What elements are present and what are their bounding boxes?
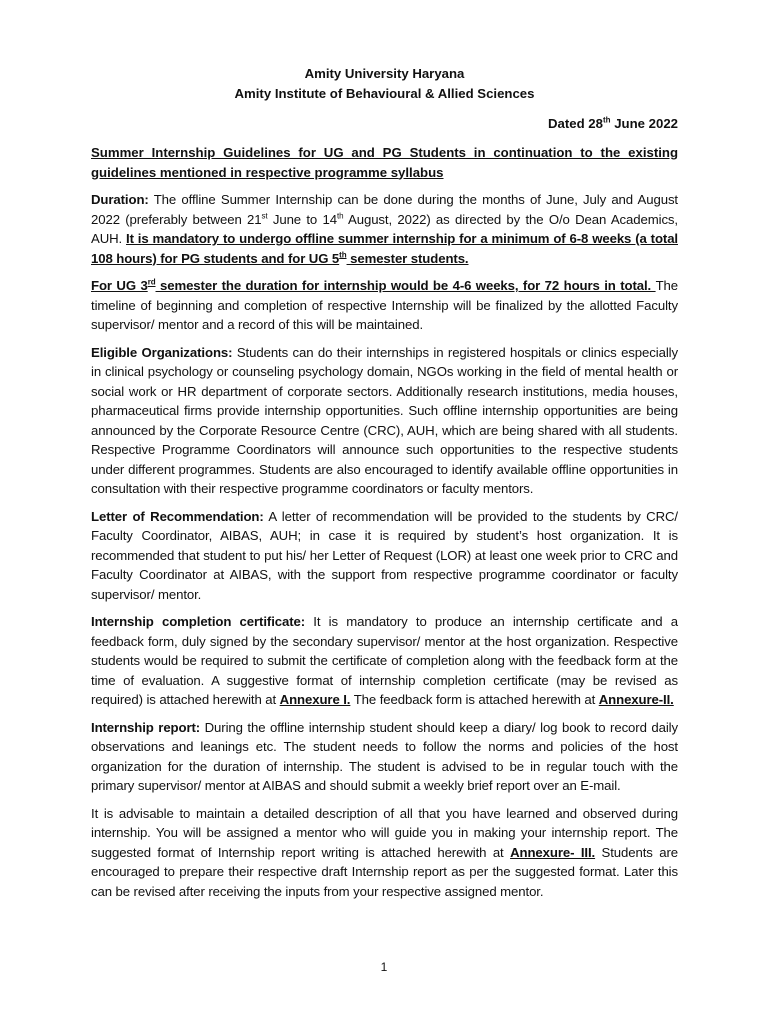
ug3-paragraph: For UG 3rd semester the duration for internship would be 4-6 weeks, for 72 hours in total. The timeline of beginning and completion of respective Internship will be finalized by the allotted Faculty supervisor/ mentor and a record of this will be maintained. <box>91 277 679 332</box>
annexure-2-link: Annexure-II. <box>598 692 674 707</box>
letter-label: Letter of Recommendation: <box>91 508 264 524</box>
eligible-organizations-paragraph: Eligible Organizations: Students can do their internships in registered hospitals or clinics especially in clinical psychology or counseling psychology domain, NGOs working in the field of mental health or social work or HR department of corporate sectors. Additionally research institutions, media houses, pharmaceutical firms provide internship opportunities. Such offline internship opportunities are being announced by the Corporate Resource Centre (CRC), AUH, which are being shared with all students. Respective Programme Coordinators will announce such opportunities to the respective students under different programmes. Students are also encouraged to identify available offline opportunities in consultation with their respective programme coordinators or faculty mentors. <box>91 344 678 496</box>
completion-certificate-paragraph: Internship completion certificate: It is mandatory to produce an internship certificate and a feedback form, duly signed by the secondary supervisor/ mentor at the host organization. Respective students would be required to submit the certificate of completion along with the feedback form at the time of evaluation. A suggestive format of internship completion certificate (may be revised as required) is attached herewith at Annexure I. The feedback form is attached herewith at Annexure-II. <box>91 614 679 707</box>
document-title: Summer Internship Guidelines for UG and PG Students in continuation to the existing guidelines mentioned in respective programme syllabus <box>91 145 678 180</box>
advisable-paragraph: It is advisable to maintain a detailed description of all that you have learned and observed during internship. You will be assigned a mentor who will guide you in making your internship report. The suggested format of Internship report writing is attached herewith at Annexure- III. Students are encouraged to prepare their respective draft Internship report as per the suggested format. Later this can be revised after receiving the inputs from your respective assigned mentor. <box>91 805 678 899</box>
certificate-label: Internship completion certificate: <box>91 614 306 629</box>
eligible-label: Eligible Organizations: <box>91 344 233 360</box>
institute-name: Amity Institute of Behavioural & Allied Sciences <box>234 86 535 101</box>
university-name: Amity University Haryana <box>304 66 465 81</box>
duration-paragraph: Duration: The offline Summer Internship can be done during the months of June, July and August 2022 (preferably between 21st June to 14th August, 2022) as directed by the O/o Dean Academics, AUH. It is mandatory to undergo offline summer internship for a minimum of 6-8 weeks (a total 108 hours) for PG students and for UG 5th semester students. <box>91 192 678 266</box>
document-date: Dated 28th June 2022 <box>548 115 678 131</box>
page-number: 1 <box>380 960 388 974</box>
annexure-3-link: Annexure- III. <box>510 844 596 860</box>
duration-label: Duration: <box>91 192 149 207</box>
letter-of-recommendation-paragraph: Letter of Recommendation: A letter of recommendation will be provided to the students by CRC/ Faculty Coordinator, AIBAS, AUH; in case it is required by student’s host organization. It is recommended that student to put his/ her Letter of Request (LOR) at least one week prior to CRC and Faculty Coordinator at AIBAS, with the support from respective programme coordinator or faculty supervisor/ mentor. <box>91 508 679 602</box>
report-label: Internship report: <box>91 719 201 735</box>
internship-report-paragraph: Internship report: During the offline internship student should keep a diary/ log book to record daily observations and leanings etc. The student needs to follow the norms and policies of the host organization for the duration of internship. The student is advised to be in regular touch with the primary supervisor/ mentor at AIBAS and should submit a weekly brief report over an E-mail. <box>91 719 678 793</box>
annexure-1-link: Annexure I. <box>279 692 351 707</box>
